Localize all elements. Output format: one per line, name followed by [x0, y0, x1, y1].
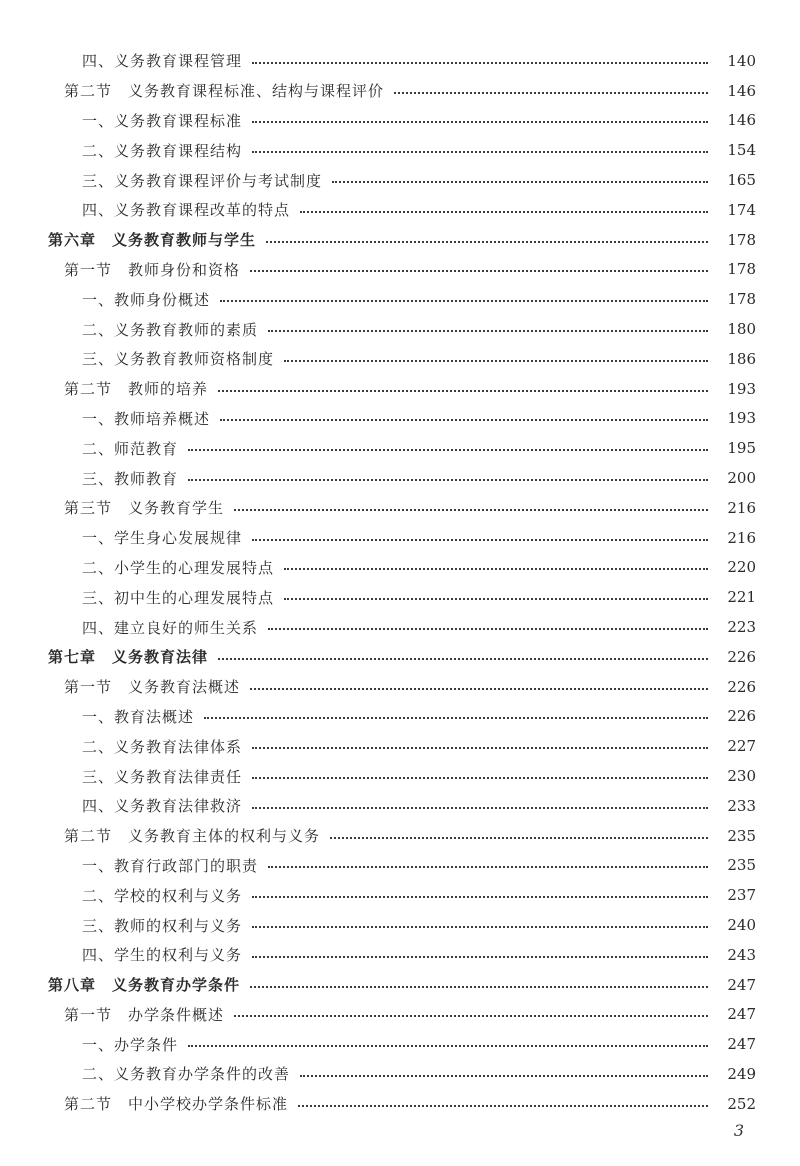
- toc-entry-item[interactable]: [0, 940, 800, 970]
- toc-entry-item[interactable]: [0, 851, 800, 881]
- toc-entry-item[interactable]: [0, 284, 800, 314]
- toc-entry-title: 三、义务教育课程评价与考试制度: [82, 171, 323, 190]
- dot-leader: [250, 984, 708, 988]
- toc-entry-page-number: 226: [727, 707, 756, 726]
- dot-leader: [284, 566, 708, 570]
- toc-entry-title: 一、教育行政部门的职责: [82, 856, 259, 875]
- toc-entry-page-number: 230: [727, 767, 756, 786]
- toc-entry-page-number: 200: [727, 469, 756, 488]
- toc-entry-title: 三、义务教育教师资格制度: [82, 350, 275, 369]
- toc-entry-title: 三、教师的权利与义务: [82, 916, 243, 935]
- toc-entry-page-number: 146: [727, 81, 756, 100]
- dot-leader: [252, 894, 708, 898]
- toc-entry-item[interactable]: [0, 1029, 800, 1059]
- toc-entry-section[interactable]: [0, 493, 800, 523]
- toc-entry-item[interactable]: [0, 553, 800, 583]
- toc-entry-page-number: 235: [727, 856, 756, 875]
- dot-leader: [332, 179, 708, 183]
- toc-entry-item[interactable]: [0, 106, 800, 136]
- toc-entry-chapter[interactable]: [0, 225, 800, 255]
- toc-entry-page-number: 247: [727, 1005, 756, 1024]
- table-of-contents: [0, 46, 800, 1119]
- toc-entry-page-number: 180: [727, 320, 756, 339]
- toc-entry-item[interactable]: [0, 523, 800, 553]
- toc-entry-page-number: 226: [727, 677, 756, 696]
- toc-entry-title: 四、建立良好的师生关系: [82, 618, 259, 637]
- dot-leader: [250, 268, 708, 272]
- toc-entry-item[interactable]: [0, 135, 800, 165]
- toc-entry-title: 二、学校的权利与义务: [82, 886, 243, 905]
- toc-entry-title: 第七章 义务教育法律: [48, 648, 209, 667]
- toc-entry-item[interactable]: [0, 404, 800, 434]
- toc-entry-title: 一、教育法概述: [82, 707, 195, 726]
- toc-entry-item[interactable]: [0, 880, 800, 910]
- page-number: 3: [733, 1121, 744, 1140]
- toc-entry-item[interactable]: [0, 761, 800, 791]
- toc-entry-title: 二、小学生的心理发展特点: [82, 558, 275, 577]
- toc-entry-page-number: 193: [727, 379, 756, 398]
- dot-leader: [298, 1103, 708, 1107]
- toc-entry-title: 二、义务教育办学条件的改善: [82, 1065, 291, 1084]
- toc-entry-page-number: 165: [727, 171, 756, 190]
- dot-leader: [268, 864, 708, 868]
- toc-entry-page-number: 227: [727, 737, 756, 756]
- dot-leader: [330, 835, 708, 839]
- toc-entry-title: 三、义务教育法律责任: [82, 767, 243, 786]
- toc-entry-section[interactable]: [0, 672, 800, 702]
- dot-leader: [252, 60, 708, 64]
- dot-leader: [188, 1043, 708, 1047]
- toc-entry-page-number: 195: [727, 439, 756, 458]
- dot-leader: [220, 417, 708, 421]
- dot-leader: [300, 209, 708, 213]
- toc-entry-title: 一、办学条件: [82, 1035, 179, 1054]
- toc-entry-title: 二、师范教育: [82, 439, 179, 458]
- toc-entry-section[interactable]: [0, 76, 800, 106]
- toc-entry-title: 一、教师身份概述: [82, 290, 211, 309]
- toc-entry-page-number: 233: [727, 796, 756, 815]
- toc-entry-page-number: 178: [727, 290, 756, 309]
- dot-leader: [284, 358, 708, 362]
- toc-entry-page-number: 221: [727, 588, 756, 607]
- dot-leader: [252, 537, 708, 541]
- dot-leader: [268, 626, 708, 630]
- toc-entry-title: 三、教师教育: [82, 469, 179, 488]
- toc-entry-page-number: 193: [727, 409, 756, 428]
- toc-entry-title: 一、教师培养概述: [82, 409, 211, 428]
- toc-entry-title: 四、义务教育法律救济: [82, 797, 243, 816]
- toc-entry-item[interactable]: [0, 702, 800, 732]
- toc-entry-section[interactable]: [0, 374, 800, 404]
- toc-entry-title: 第二节 义务教育主体的权利与义务: [64, 827, 321, 846]
- toc-entry-title: 一、义务教育课程标准: [82, 111, 243, 130]
- dot-leader: [284, 596, 708, 600]
- toc-entry-page-number: 154: [727, 141, 756, 160]
- dot-leader: [234, 507, 708, 511]
- toc-entry-page-number: 247: [727, 1035, 756, 1054]
- toc-entry-section[interactable]: [0, 1089, 800, 1119]
- dot-leader: [394, 90, 708, 94]
- toc-entry-section[interactable]: [0, 255, 800, 285]
- toc-entry-title: 第二节 教师的培养: [64, 380, 209, 399]
- toc-entry-item[interactable]: [0, 46, 800, 76]
- toc-entry-title: 第三节 义务教育学生: [64, 499, 225, 518]
- toc-entry-page-number: 223: [727, 618, 756, 637]
- toc-entry-title: 二、义务教育法律体系: [82, 737, 243, 756]
- toc-entry-item[interactable]: [0, 344, 800, 374]
- toc-entry-item[interactable]: [0, 1059, 800, 1089]
- dot-leader: [252, 775, 708, 779]
- toc-entry-page-number: 140: [727, 51, 756, 70]
- toc-entry-page-number: 237: [727, 886, 756, 905]
- dot-leader: [204, 715, 708, 719]
- dot-leader: [234, 1013, 708, 1017]
- toc-entry-page-number: 178: [727, 230, 756, 249]
- toc-entry-item[interactable]: [0, 195, 800, 225]
- toc-entry-title: 三、初中生的心理发展特点: [82, 588, 275, 607]
- toc-entry-title: 二、义务教育教师的素质: [82, 320, 259, 339]
- toc-entry-page-number: 247: [727, 975, 756, 994]
- dot-leader: [218, 656, 708, 660]
- toc-entry-page-number: 174: [727, 200, 756, 219]
- dot-leader: [220, 298, 708, 302]
- toc-entry-title: 第八章 义务教育办学条件: [48, 976, 241, 995]
- toc-entry-page-number: 249: [727, 1064, 756, 1083]
- toc-entry-page-number: 216: [727, 498, 756, 517]
- toc-entry-title: 第一节 教师身份和资格: [64, 260, 241, 279]
- toc-entry-title: 四、学生的权利与义务: [82, 946, 243, 965]
- toc-entry-section[interactable]: [0, 821, 800, 851]
- dot-leader: [300, 1073, 708, 1077]
- toc-entry-item[interactable]: [0, 314, 800, 344]
- dot-leader: [252, 745, 708, 749]
- toc-entry-section[interactable]: [0, 1000, 800, 1030]
- toc-entry-title: 四、义务教育课程改革的特点: [82, 201, 291, 220]
- dot-leader: [268, 328, 708, 332]
- toc-entry-page-number: 146: [727, 111, 756, 130]
- toc-entry-title: 第二节 义务教育课程标准、结构与课程评价: [64, 82, 385, 101]
- toc-entry-item[interactable]: [0, 433, 800, 463]
- toc-entry-item[interactable]: [0, 910, 800, 940]
- toc-entry-title: 第六章 义务教育教师与学生: [48, 231, 257, 250]
- dot-leader: [266, 239, 708, 243]
- toc-entry-title: 四、义务教育课程管理: [82, 52, 243, 71]
- toc-entry-item[interactable]: [0, 463, 800, 493]
- toc-entry-page-number: 252: [727, 1094, 756, 1113]
- toc-entry-item[interactable]: [0, 165, 800, 195]
- toc-entry-item[interactable]: [0, 582, 800, 612]
- dot-leader: [252, 954, 708, 958]
- dot-leader: [252, 119, 708, 123]
- toc-entry-page-number: 240: [727, 916, 756, 934]
- dot-leader: [250, 686, 708, 690]
- dot-leader: [188, 447, 708, 451]
- toc-entry-title: 第一节 义务教育法概述: [64, 678, 241, 697]
- toc-entry-page-number: 235: [727, 826, 756, 845]
- dot-leader: [252, 924, 708, 928]
- toc-entry-page-number: 216: [727, 528, 756, 547]
- toc-entry-page-number: 186: [727, 349, 756, 368]
- dot-leader: [188, 477, 708, 481]
- toc-entry-title: 一、学生身心发展规律: [82, 529, 243, 548]
- toc-entry-item[interactable]: [0, 791, 800, 821]
- toc-entry-page-number: 178: [727, 260, 756, 279]
- toc-entry-page-number: 226: [727, 647, 756, 666]
- toc-entry-title: 二、义务教育课程结构: [82, 141, 243, 160]
- toc-entry-page-number: 220: [727, 558, 756, 577]
- toc-entry-item[interactable]: [0, 731, 800, 761]
- toc-entry-item[interactable]: [0, 612, 800, 642]
- toc-entry-title: 第二节 中小学校办学条件标准: [64, 1095, 289, 1114]
- toc-entry-chapter[interactable]: [0, 970, 800, 1000]
- dot-leader: [218, 388, 708, 392]
- toc-entry-page-number: 243: [727, 945, 756, 964]
- toc-entry-chapter[interactable]: [0, 642, 800, 672]
- dot-leader: [252, 805, 708, 809]
- dot-leader: [252, 149, 708, 153]
- toc-entry-title: 第一节 办学条件概述: [64, 1005, 225, 1024]
